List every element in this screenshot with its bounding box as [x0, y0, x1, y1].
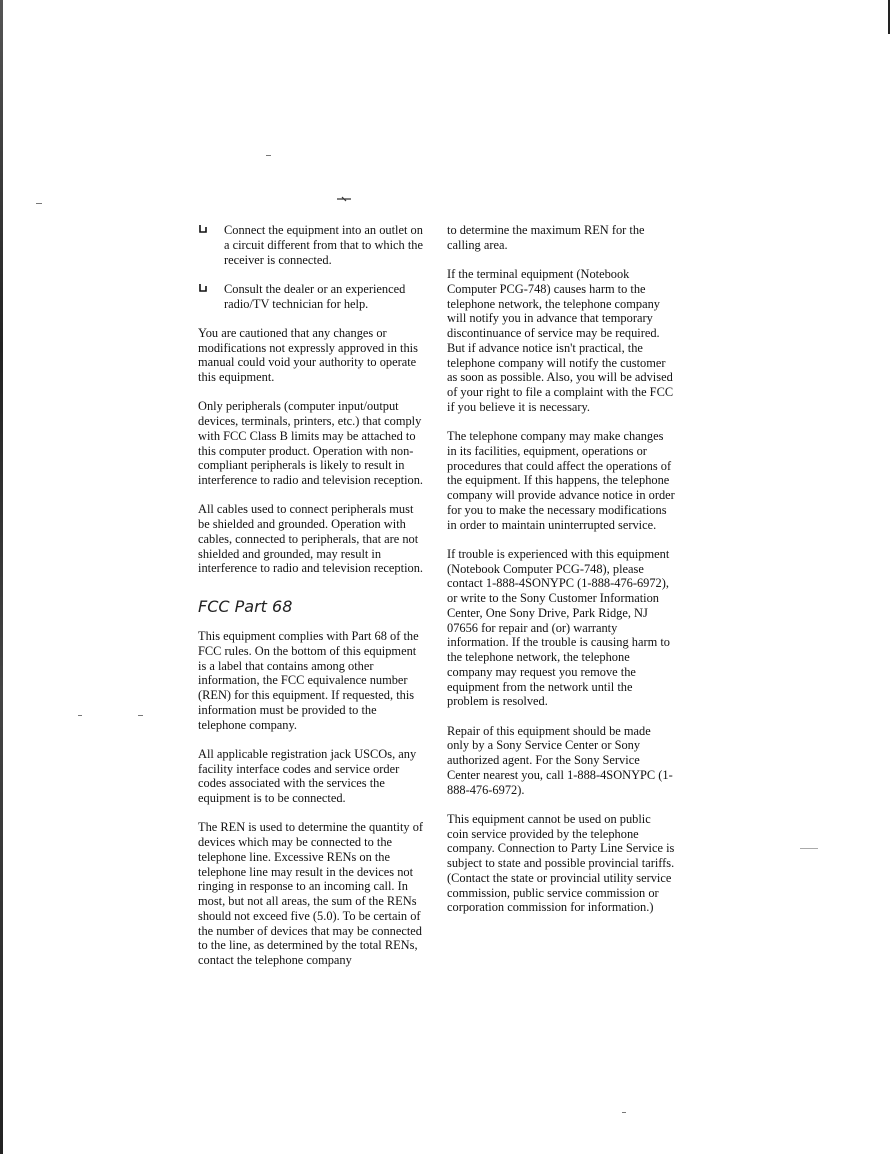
paragraph: You are cautioned that any changes or modifications not expressly approved in this manual could void your authority to operate this equipment. — [198, 325, 418, 384]
list-item — [198, 223, 426, 267]
list-item-text: Consult the dealer or an experienced radio/TV technician for help. — [224, 281, 406, 311]
checkbox-bullet-icon — [199, 224, 207, 233]
scan-speck — [800, 848, 818, 849]
paragraph: All cables used to connect peripherals must be shielded and grounded. Operation with cables, connected to peripherals, that are not shielded and grounded, may result in interference to radio and television reception. — [198, 502, 423, 576]
section-heading: FCC Part 68 — [198, 597, 293, 616]
paragraph: to determine the maximum REN for the calling area. — [447, 223, 645, 252]
paragraph: This equipment cannot be used on public coin service provided by the telephone company. Connection to Party Line Service is subject to state and possible provincial tariffs. (Contact the state or provincial utility service commission, public service commission or corporation commission for information.) — [447, 811, 675, 915]
paragraph: This equipment complies with Part 68 of the FCC rules. On the bottom of this equipment is a label that contains among other information, the FCC equivalence number (REN) for this equipment. If requested, this information must be provided to the telephone company. — [198, 629, 419, 732]
scan-speck — [78, 715, 82, 716]
scan-speck — [266, 155, 271, 156]
paragraph: All applicable registration jack USCOs, any facility interface codes and service order codes associated with the services the equipment is to be connected. — [198, 746, 417, 805]
scan-speck — [36, 203, 42, 204]
bullet-list — [198, 223, 426, 311]
paragraph: If the terminal equipment (Notebook Computer PCG-748) causes harm to the telephone network, the telephone company will notify you in advance that temporary discontinuance of service may be required. But if advance notice isn't practical, the telephone company will notify the customer as soon as possible. Also, you will be advised of your right to file a complaint with the FCC if you believe it is necessary. — [447, 267, 674, 414]
list-item — [198, 282, 426, 312]
list-item-text: Connect the equipment into an outlet on a circuit different from that to which the receiver is connected. — [224, 223, 423, 267]
paragraph: Only peripherals (computer input/output devices, terminals, printers, etc.) that comply with FCC Class B limits may be attached to this computer product. Operation with non-compliant peripherals is likely to result in interference to radio and television reception. — [198, 399, 423, 487]
right-column — [447, 223, 675, 930]
left-column — [198, 223, 426, 982]
scan-speck — [138, 715, 143, 716]
paragraph: If trouble is experienced with this equipment (Notebook Computer PCG-748), please contact 1-888-4SONYPC (1-888-476-6972), or write to the Sony Customer Information Center, One Sony Drive, Park Ridge, NJ 07656 for repair and (or) warranty information. If the trouble is causing harm to the telephone network, the telephone company may request you remove the equipment from the network until the problem is resolved. — [447, 546, 670, 709]
scan-edge-left — [0, 0, 3, 1154]
checkbox-bullet-icon — [199, 283, 207, 292]
registration-mark — [337, 196, 351, 202]
paragraph: Repair of this equipment should be made only by a Sony Service Center or Sony authorized agent. For the Sony Service Center nearest you, call 1-888-4SONYPC (1-888-476-6972). — [447, 723, 673, 797]
paragraph: The telephone company may make changes in its facilities, equipment, operations or procedures that could affect the operations of the equipment. If this happens, the telephone company will provide advance notice in order for you to make the necessary modifications in order to maintain uninterrupted service. — [447, 429, 675, 532]
scan-speck — [622, 1112, 626, 1113]
paragraph: The REN is used to determine the quantity of devices which may be connected to the telephone line. Excessive RENs on the telephone line may result in the devices not ringing in response to an incoming call. In most, but not all areas, the sum of the RENs should not exceed five (5.0). To be certain of the number of devices that may be connected to the line, as determined by the total RENs, contact the telephone company — [198, 820, 424, 967]
scan-edge-right — [888, 0, 890, 34]
